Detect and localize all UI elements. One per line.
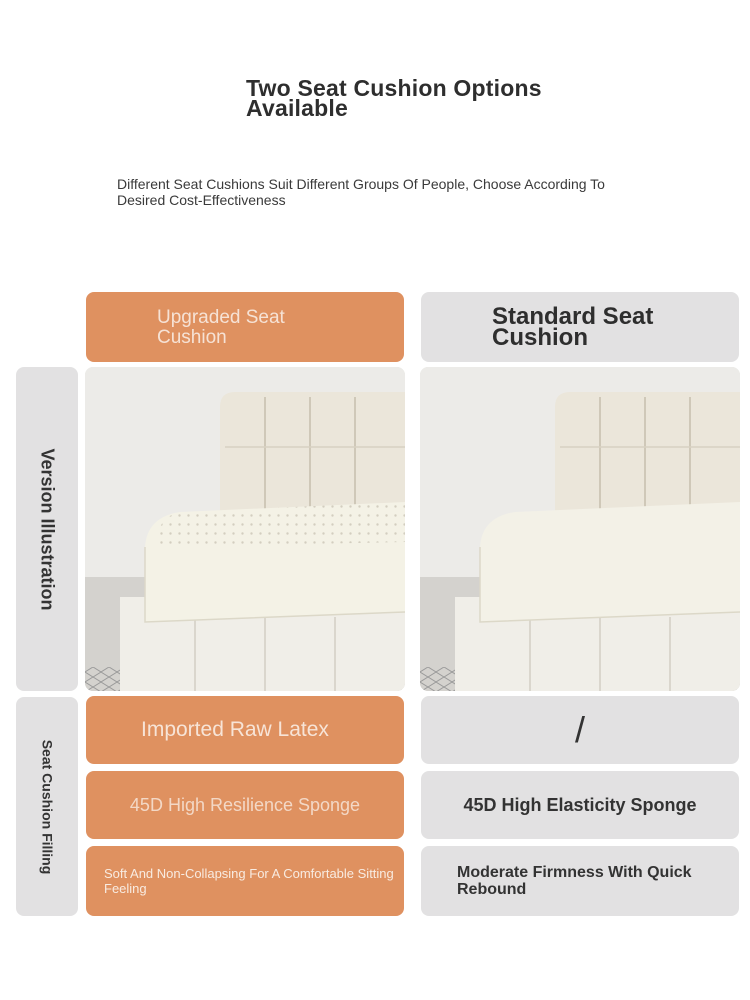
- cell-upgraded-sponge-text: 45D High Resilience Sponge: [129, 794, 361, 815]
- cell-standard-sponge-text: 45D High Elasticity Sponge: [463, 794, 697, 815]
- row-label-version: [16, 367, 78, 691]
- column-header-standard: [421, 292, 739, 362]
- cell-upgraded-feel-text: Soft And Non-Collapsing For A Comfortable Sitting Feeling: [104, 866, 394, 896]
- page-subtitle: Different Seat Cushions Suit Different Groups Of People, Choose According To Desired Cost-Effectiveness: [117, 176, 605, 208]
- row-label-filling: [16, 697, 78, 916]
- sofa-image-standard: [420, 367, 740, 691]
- column-header-upgraded-label: Upgraded Seat Cushion: [157, 307, 285, 348]
- column-header-standard-label: Standard Seat Cushion: [492, 303, 654, 351]
- cell-standard-latex: [421, 696, 739, 764]
- cell-standard-feel-text: Moderate Firmness With Quick Rebound: [457, 864, 692, 898]
- cell-upgraded-latex-text: Imported Raw Latex: [141, 718, 329, 741]
- row-label-version-text: Version Illustration: [37, 447, 58, 611]
- cell-standard-feel: [421, 846, 739, 916]
- sofa-image-upgraded: [85, 367, 405, 691]
- cell-standard-latex-text: /: [574, 709, 585, 750]
- cell-upgraded-sponge: [86, 771, 404, 839]
- column-header-upgraded: [86, 292, 404, 362]
- page-title: Two Seat Cushion Options Available: [246, 75, 542, 121]
- cell-standard-sponge: [421, 771, 739, 839]
- cell-upgraded-latex: [86, 696, 404, 764]
- cell-upgraded-feel: [86, 846, 404, 916]
- row-label-filling-text: Seat Cushion Filling: [39, 739, 55, 874]
